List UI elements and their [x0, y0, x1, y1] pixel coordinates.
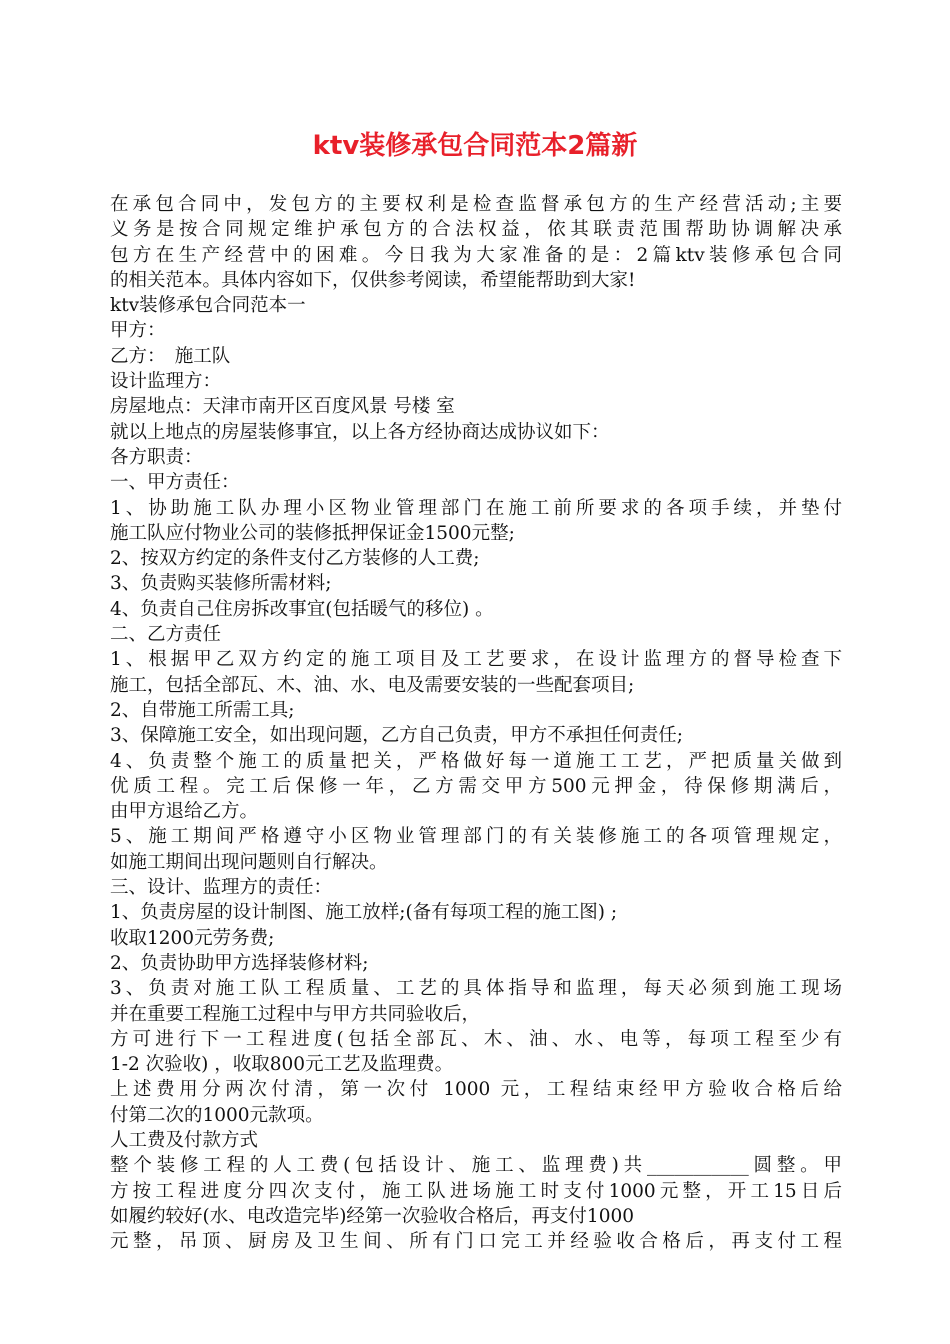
body-line: 三、设计、监理方的责任： — [110, 877, 333, 899]
body-line: 房屋地点：天津市南开区百度风景 号楼 室 — [110, 396, 455, 418]
body-line: 3、负责购买装修所需材料; — [110, 573, 332, 595]
body-line: 设计监理方： — [110, 371, 222, 393]
body-line: ktv装修承包合同范本一 — [110, 295, 306, 317]
body-line: 元整，吊顶、厨房及卫生间、所有门口完工并经验收合格后，再支付工程 — [110, 1231, 842, 1253]
body-line: 乙方： 施工队 — [110, 345, 231, 367]
body-line: 二、乙方责任 — [110, 624, 222, 646]
body-line: 在承包合同中，发包方的主要权利是检查监督承包方的生产经营活动;主要 — [110, 194, 842, 215]
body-line: 1-2 次验收) ，收取800元工艺及监理费。 — [110, 1054, 454, 1076]
body-line: 付第二次的1000元款项。 — [110, 1104, 324, 1126]
body-line: 4、负责整个施工的质量把关，严格做好每一道施工工艺，严把质量关做到 — [110, 750, 842, 772]
body-line: 如施工期间出现问题则自行解决。 — [110, 851, 388, 873]
document-title: ktv装修承包合同范本2篇新 — [312, 131, 638, 161]
body-line: 由甲方退给乙方。 — [110, 801, 259, 823]
body-line: 的相关范本。具体内容如下，仅供参考阅读，希望能帮助到大家! — [110, 269, 636, 291]
body-line: 收取1200元劳务费; — [110, 927, 275, 949]
body-line: 义务是按合同规定维护承包方的合法权益，依其联责范围帮助协调解决承 — [110, 219, 842, 241]
body-line: 如履约较好(水、电改造完毕)经第一次验收合格后，再支付1000 — [110, 1205, 635, 1227]
body-line: 施工，包括全部瓦、木、油、水、电及需要安装的一些配套项目; — [110, 674, 635, 696]
body-line: 施工队应付物业公司的装修抵押保证金1500元整; — [110, 522, 515, 544]
body-line: 上述费用分两次付清，第一次付 1000 元，工程结束经甲方验收合格后给 — [110, 1079, 842, 1101]
body-line: 整个装修工程的人工费(包括设计、施工、监理费)共___________圆整。甲 — [110, 1155, 842, 1177]
body-line: 包方在生产经营中的困难。今日我为大家准备的是：2篇ktv装修承包合同 — [110, 244, 842, 266]
body-line: 4、负责自己住房拆改事宜(包括暖气的移位) 。 — [110, 598, 494, 620]
body-line: 2、按双方约定的条件支付乙方装修的人工费; — [110, 548, 480, 570]
body-line: 2、自带施工所需工具; — [110, 699, 295, 721]
body-line: 1、根据甲乙双方约定的施工项目及工艺要求，在设计监理方的督导检查下 — [110, 649, 842, 671]
body-line: 人工费及付款方式 — [110, 1129, 259, 1151]
body-line: 一、甲方责任： — [110, 472, 240, 494]
body-line: 2、负责协助甲方选择装修材料; — [110, 952, 369, 974]
body-line: 1、协助施工队办理小区物业管理部门在施工前所要求的各项手续，并垫付 — [110, 497, 842, 519]
body-line: 甲方： — [110, 320, 166, 342]
body-line: 3、负责对施工队工程质量、工艺的具体指导和监理，每天必须到施工现场 — [110, 978, 842, 1000]
body-line: 各方职责： — [110, 446, 203, 468]
body-line: 1、负责房屋的设计制图、施工放样;(备有每项工程的施工图) ; — [110, 902, 618, 924]
body-line: 就以上地点的房屋装修事宜，以上各方经协商达成协议如下： — [110, 421, 610, 443]
body-line: 3、保障施工安全，如出现问题，乙方自己负责，甲方不承担任何责任; — [110, 725, 684, 747]
body-line: 优质工程。完工后保修一年，乙方需交甲方500元押金，待保修期满后， — [110, 775, 842, 797]
body-line: 方按工程进度分四次支付，施工队进场施工时支付1000元整，开工15日后 — [110, 1180, 842, 1202]
body-line: 方可进行下一工程进度(包括全部瓦、木、油、水、电等，每项工程至少有 — [110, 1028, 842, 1050]
body-line: 并在重要工程施工过程中与甲方共同验收后， — [110, 1003, 481, 1025]
document-body — [110, 192, 842, 1254]
body-line: 5、施工期间严格遵守小区物业管理部门的有关装修施工的各项管理规定， — [110, 826, 842, 848]
